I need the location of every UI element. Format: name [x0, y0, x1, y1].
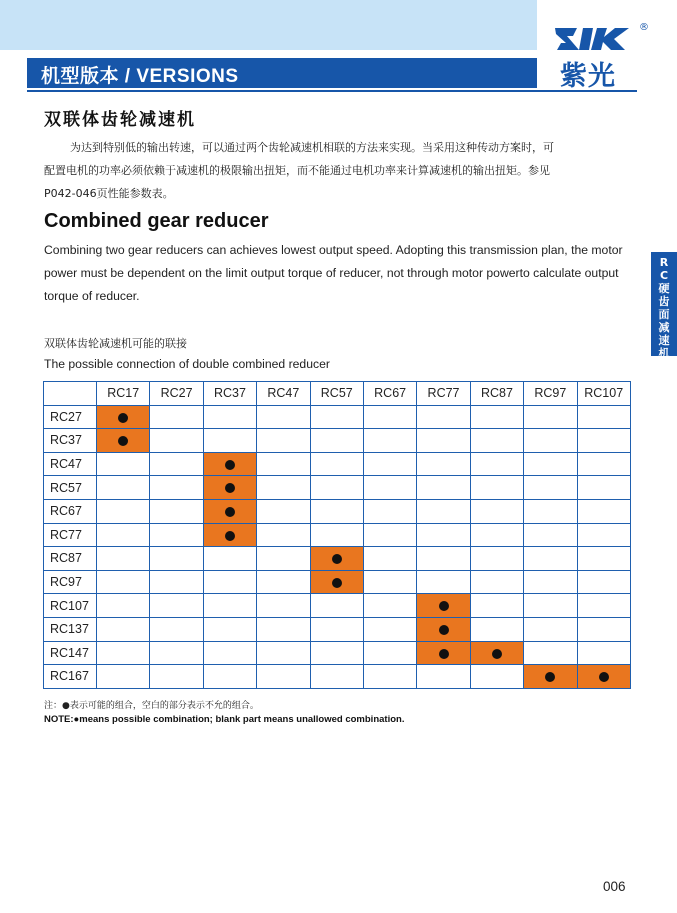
combination-cell-empty: [524, 499, 577, 523]
combination-cell-empty: [310, 499, 363, 523]
combination-cell-empty: [97, 665, 150, 689]
cn-line: 为达到特别低的输出转速，可以通过两个齿轮减速机相联的方法来实现。当采用这种传动方案时，可: [70, 141, 554, 154]
en-line: power must be dependent on the limit output torque of reducer, not through motor powerto calculate output: [44, 266, 619, 280]
combination-cell-empty: [97, 617, 150, 641]
combination-cell-empty: [577, 405, 630, 429]
combination-dot-icon: [599, 672, 609, 682]
combination-cell-marked: [203, 523, 256, 547]
combination-cell-empty: [257, 547, 310, 571]
combination-cell-marked: [203, 476, 256, 500]
cn-heading: 双联体齿轮减速机: [44, 110, 196, 130]
en-line: torque of reducer.: [44, 289, 140, 303]
combination-cell-empty: [310, 641, 363, 665]
combination-cell-marked: [203, 452, 256, 476]
column-header-rc37: RC37: [203, 382, 256, 406]
combination-cell-empty: [524, 547, 577, 571]
table-body: [44, 405, 631, 688]
side-tab-char: 硬: [658, 282, 670, 295]
combination-cell-marked: [524, 665, 577, 689]
combination-cell-empty: [203, 570, 256, 594]
table-row: [44, 665, 631, 689]
row-header-rc147: RC147: [44, 641, 97, 665]
note-en: NOTE:●means possible combination; blank part means unallowed combination.: [44, 714, 405, 725]
combination-cell-empty: [97, 476, 150, 500]
combination-cell-empty: [524, 452, 577, 476]
combination-cell-marked: [310, 570, 363, 594]
combination-cell-empty: [97, 570, 150, 594]
combination-cell-empty: [310, 594, 363, 618]
combination-cell-empty: [150, 499, 203, 523]
combination-cell-empty: [417, 665, 470, 689]
en-paragraph: [44, 239, 644, 308]
combination-cell-marked: [310, 547, 363, 571]
combination-cell-empty: [470, 665, 523, 689]
title-underline: [27, 90, 637, 92]
combination-dot-icon: [439, 649, 449, 659]
combination-cell-empty: [310, 429, 363, 453]
table-row: [44, 570, 631, 594]
combination-cell-empty: [150, 523, 203, 547]
combination-cell-empty: [524, 641, 577, 665]
combination-cell-empty: [577, 476, 630, 500]
combination-cell-empty: [97, 594, 150, 618]
combination-cell-empty: [203, 594, 256, 618]
combination-dot-icon: [225, 483, 235, 493]
combination-cell-empty: [577, 641, 630, 665]
combination-dot-icon: [332, 554, 342, 564]
table-title-cn: 双联体齿轮减速机可能的联接: [44, 337, 187, 350]
table-row: [44, 617, 631, 641]
table-row: [44, 476, 631, 500]
combination-cell-empty: [363, 617, 416, 641]
combination-cell-empty: [257, 641, 310, 665]
cn-line: P042-046页性能参数表。: [44, 187, 174, 200]
combination-cell-empty: [417, 452, 470, 476]
combination-cell-empty: [577, 523, 630, 547]
combination-cell-marked: [97, 405, 150, 429]
combination-cell-empty: [363, 665, 416, 689]
combination-cell-empty: [470, 523, 523, 547]
combination-table: [43, 381, 631, 689]
combination-dot-icon: [118, 413, 128, 423]
row-header-rc107: RC107: [44, 594, 97, 618]
combination-cell-empty: [150, 547, 203, 571]
combination-cell-empty: [257, 594, 310, 618]
combination-cell-empty: [470, 499, 523, 523]
combination-cell-empty: [470, 452, 523, 476]
combination-dot-icon: [225, 460, 235, 470]
combination-cell-empty: [150, 594, 203, 618]
combination-cell-empty: [363, 594, 416, 618]
combination-cell-empty: [577, 594, 630, 618]
combination-dot-icon: [225, 507, 235, 517]
table-title-en: The possible connection of double combined reducer: [44, 357, 330, 371]
combination-cell-empty: [97, 641, 150, 665]
row-header-rc47: RC47: [44, 452, 97, 476]
combination-cell-empty: [577, 452, 630, 476]
side-category-tab[interactable]: [651, 252, 677, 360]
combination-cell-empty: [257, 452, 310, 476]
combination-cell-empty: [524, 617, 577, 641]
combination-cell-empty: [363, 499, 416, 523]
row-header-rc77: RC77: [44, 523, 97, 547]
combination-cell-empty: [524, 429, 577, 453]
combination-cell-empty: [203, 547, 256, 571]
brand-name: 紫光: [560, 61, 616, 92]
combination-cell-empty: [203, 405, 256, 429]
row-header-rc87: RC87: [44, 547, 97, 571]
table-row: [44, 499, 631, 523]
combination-cell-empty: [417, 499, 470, 523]
combination-cell-empty: [257, 523, 310, 547]
side-tab-char: R: [659, 256, 669, 269]
combination-cell-empty: [470, 547, 523, 571]
side-tab-char: 面: [658, 308, 670, 321]
row-header-rc97: RC97: [44, 570, 97, 594]
combination-cell-empty: [363, 523, 416, 547]
combination-cell-empty: [470, 570, 523, 594]
combination-cell-empty: [97, 452, 150, 476]
combination-cell-empty: [310, 405, 363, 429]
combination-cell-empty: [363, 547, 416, 571]
column-header-rc77: RC77: [417, 382, 470, 406]
note-cn: 注：●表示可能的组合，空白的部分表示不允的组合。: [44, 701, 259, 711]
section-title-bar: [27, 58, 537, 88]
combination-cell-empty: [417, 476, 470, 500]
combination-cell-empty: [363, 476, 416, 500]
table-row: [44, 594, 631, 618]
combination-cell-empty: [150, 570, 203, 594]
row-header-rc57: RC57: [44, 476, 97, 500]
combination-cell-empty: [150, 476, 203, 500]
row-header-rc67: RC67: [44, 499, 97, 523]
combination-cell-empty: [363, 570, 416, 594]
side-tab-char: 速: [658, 334, 670, 347]
combination-cell-empty: [310, 665, 363, 689]
combination-cell-empty: [417, 547, 470, 571]
side-tab-char: 齿: [658, 295, 670, 308]
combination-cell-empty: [257, 665, 310, 689]
combination-cell-empty: [97, 547, 150, 571]
combination-cell-empty: [97, 523, 150, 547]
combination-cell-empty: [150, 665, 203, 689]
side-tab-char: 减: [658, 321, 670, 334]
column-header-rc17: RC17: [97, 382, 150, 406]
combination-cell-empty: [470, 429, 523, 453]
combination-cell-empty: [417, 429, 470, 453]
combination-cell-empty: [203, 641, 256, 665]
combination-cell-empty: [310, 523, 363, 547]
combination-cell-empty: [203, 665, 256, 689]
combination-cell-marked: [577, 665, 630, 689]
combination-cell-empty: [257, 499, 310, 523]
table-header-row: [44, 382, 631, 406]
combination-cell-empty: [257, 617, 310, 641]
combination-cell-empty: [257, 429, 310, 453]
combination-dot-icon: [439, 601, 449, 611]
combination-cell-empty: [577, 429, 630, 453]
combination-dot-icon: [225, 531, 235, 541]
combination-cell-empty: [524, 523, 577, 547]
combination-cell-marked: [97, 429, 150, 453]
combination-cell-empty: [524, 594, 577, 618]
combination-dot-icon: [439, 625, 449, 635]
combination-cell-empty: [203, 617, 256, 641]
table-corner-cell: [44, 382, 97, 406]
combination-cell-empty: [310, 476, 363, 500]
combination-cell-empty: [150, 405, 203, 429]
row-header-rc137: RC137: [44, 617, 97, 641]
combination-cell-empty: [577, 617, 630, 641]
combination-cell-empty: [470, 405, 523, 429]
table-row: [44, 523, 631, 547]
column-header-rc87: RC87: [470, 382, 523, 406]
table-row: [44, 405, 631, 429]
combination-cell-empty: [524, 476, 577, 500]
combination-cell-marked: [417, 617, 470, 641]
combination-cell-empty: [470, 594, 523, 618]
combination-cell-empty: [417, 523, 470, 547]
table-row: [44, 429, 631, 453]
column-header-rc57: RC57: [310, 382, 363, 406]
table-row: [44, 452, 631, 476]
combination-cell-empty: [363, 405, 416, 429]
combination-cell-marked: [470, 641, 523, 665]
brand-logo: [553, 24, 653, 92]
column-header-rc27: RC27: [150, 382, 203, 406]
row-header-rc167: RC167: [44, 665, 97, 689]
combination-cell-empty: [257, 476, 310, 500]
combination-cell-empty: [417, 570, 470, 594]
combination-cell-empty: [577, 499, 630, 523]
column-header-rc97: RC97: [524, 382, 577, 406]
combination-cell-empty: [257, 570, 310, 594]
row-header-rc27: RC27: [44, 405, 97, 429]
combination-cell-empty: [203, 429, 256, 453]
combination-cell-empty: [150, 429, 203, 453]
combination-cell-empty: [310, 617, 363, 641]
combination-cell-marked: [417, 641, 470, 665]
en-line: Combining two gear reducers can achieves lowest output speed. Adopting this transmission plan, the motor: [44, 243, 623, 257]
column-header-rc47: RC47: [257, 382, 310, 406]
combination-dot-icon: [545, 672, 555, 682]
combination-cell-empty: [257, 405, 310, 429]
cn-line: 配置电机的功率必须依赖于减速机的极限输出扭矩，而不能通过电机功率来计算减速机的输出扭矩。参见: [44, 164, 550, 177]
combination-cell-empty: [417, 405, 470, 429]
combination-cell-empty: [150, 452, 203, 476]
column-header-rc67: RC67: [363, 382, 416, 406]
combination-dot-icon: [118, 436, 128, 446]
brand-mark-icon: [553, 24, 637, 54]
combination-dot-icon: [492, 649, 502, 659]
combination-cell-empty: [363, 452, 416, 476]
combination-cell-empty: [363, 429, 416, 453]
combination-cell-empty: [150, 641, 203, 665]
combination-cell-marked: [417, 594, 470, 618]
section-title: 机型版本 / VERSIONS: [41, 66, 239, 87]
side-tab-char: C: [659, 269, 669, 282]
combination-cell-empty: [524, 405, 577, 429]
header-band: [0, 0, 537, 50]
table-row: [44, 547, 631, 571]
combination-cell-empty: [577, 547, 630, 571]
registered-mark: ®: [639, 22, 649, 33]
table-row: [44, 641, 631, 665]
combination-cell-empty: [363, 641, 416, 665]
combination-cell-empty: [470, 617, 523, 641]
en-heading: Combined gear reducer: [44, 210, 269, 232]
page-number: 006: [603, 879, 626, 894]
column-header-rc107: RC107: [577, 382, 630, 406]
combination-cell-empty: [470, 476, 523, 500]
side-tab-char: 机: [658, 347, 670, 360]
row-header-rc37: RC37: [44, 429, 97, 453]
combination-dot-icon: [332, 578, 342, 588]
combination-cell-empty: [150, 617, 203, 641]
combination-cell-empty: [310, 452, 363, 476]
combination-cell-empty: [577, 570, 630, 594]
combination-cell-empty: [524, 570, 577, 594]
combination-cell-marked: [203, 499, 256, 523]
cn-paragraph: [44, 136, 634, 205]
combination-cell-empty: [97, 499, 150, 523]
